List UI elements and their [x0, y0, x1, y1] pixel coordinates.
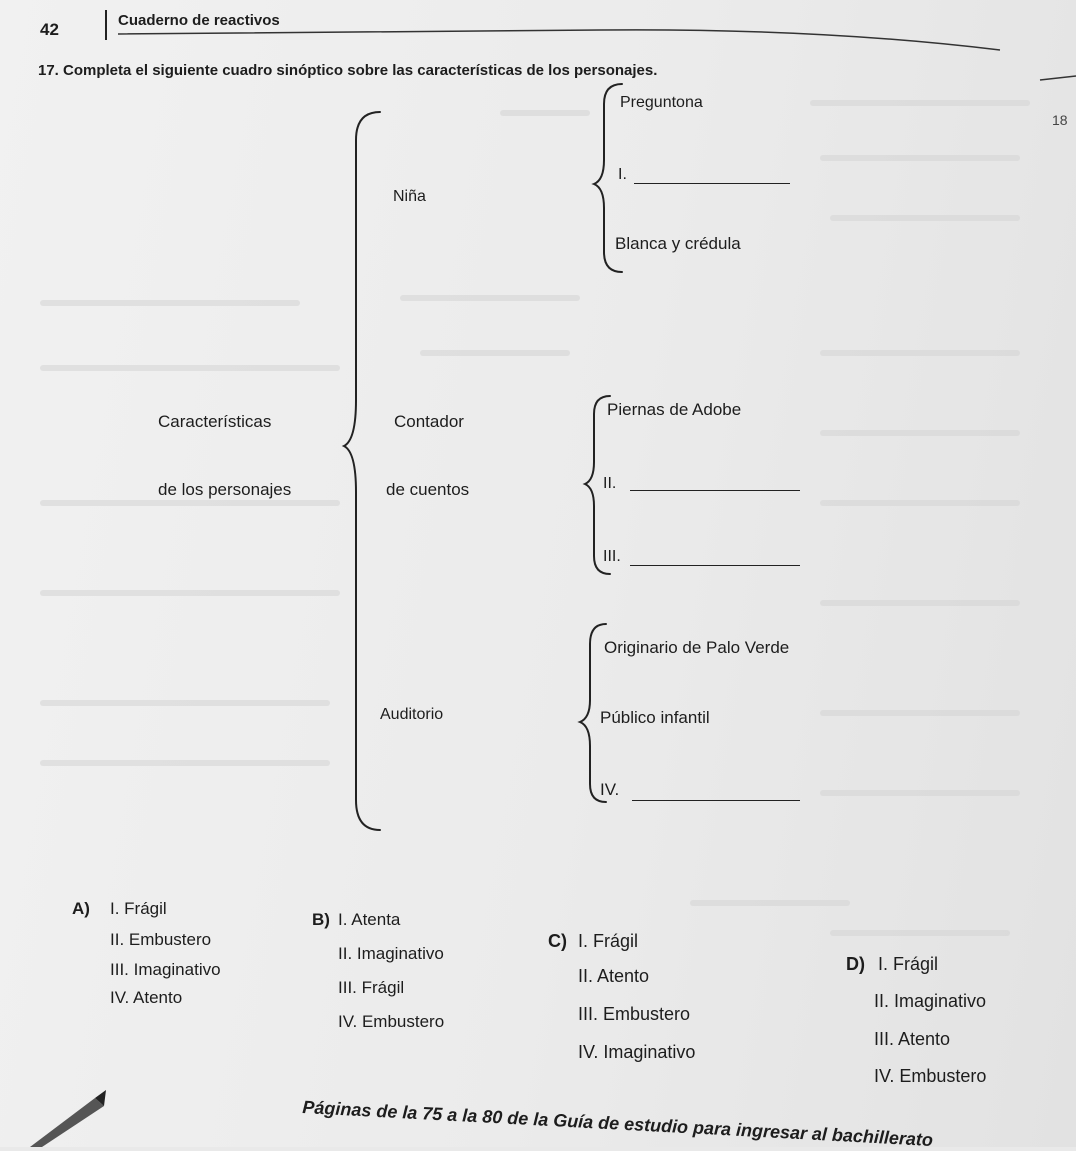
- branch-contador-label-line2: de cuentos: [386, 480, 470, 499]
- auditorio-item-1: Originario de Palo Verde: [604, 638, 790, 657]
- option-d-item: IV. Embustero: [874, 1066, 987, 1086]
- option-c-item: II. Atento: [578, 966, 650, 986]
- blank-line-III: [630, 565, 800, 566]
- option-a-item: I. Frágil: [110, 899, 167, 918]
- question-text: 17. Completa el siguiente cuadro sinóptico sobre las características de los personajes.: [38, 62, 658, 79]
- blank-line-II: [630, 490, 800, 491]
- footer-reference: Páginas de la 75 a la 80 de la Guía de estudio para ingresar al bachillerato: [301, 1097, 934, 1151]
- nina-item-3: Blanca y crédula: [615, 234, 741, 253]
- pencil-icon: [0, 1080, 120, 1147]
- root-label-line2: de los personajes: [158, 480, 292, 499]
- auditorio-item-2: Público infantil: [600, 708, 710, 727]
- branch-auditorio-label: Auditorio: [380, 706, 444, 723]
- option-c-item: III. Embustero: [578, 1004, 691, 1024]
- branch-contador-label-line1: Contador: [394, 412, 464, 431]
- option-b-item: III. Frágil: [338, 978, 405, 997]
- book-title: Cuaderno de reactivos: [118, 12, 280, 29]
- option-a-item: IV. Atento: [110, 988, 183, 1007]
- option-b-item: I. Atenta: [338, 910, 401, 929]
- option-c-letter: C): [548, 931, 567, 951]
- branch-nina-label: Niña: [393, 188, 426, 205]
- option-d-letter: D): [846, 954, 865, 974]
- contador-item-blank-III: III.: [603, 548, 621, 565]
- blank-line-I: [634, 183, 790, 184]
- option-a-item: III. Imaginativo: [110, 960, 221, 979]
- option-c-item: I. Frágil: [578, 931, 639, 951]
- option-d-item: II. Imaginativo: [874, 991, 987, 1011]
- auditorio-item-blank-IV: IV.: [600, 780, 620, 799]
- nina-item-1: Preguntona: [620, 94, 703, 111]
- nina-item-blank-I: I.: [618, 166, 627, 183]
- root-label-line1: Características: [158, 412, 272, 431]
- option-b-item: IV. Embustero: [338, 1012, 445, 1031]
- option-a-letter: A): [72, 899, 90, 918]
- option-d-item: III. Atento: [874, 1029, 951, 1049]
- option-b-letter: B): [312, 910, 330, 929]
- blank-line-IV: [632, 800, 800, 801]
- page-number: 42: [40, 20, 59, 39]
- contador-item-blank-II: II.: [603, 475, 617, 492]
- option-a-item: II. Embustero: [110, 930, 212, 949]
- margin-mark: 18: [1052, 112, 1068, 128]
- option-b-item: II. Imaginativo: [338, 944, 444, 963]
- contador-item-1: Piernas de Adobe: [607, 400, 742, 419]
- option-c-item: IV. Imaginativo: [578, 1042, 696, 1062]
- option-d-item: I. Frágil: [878, 954, 939, 974]
